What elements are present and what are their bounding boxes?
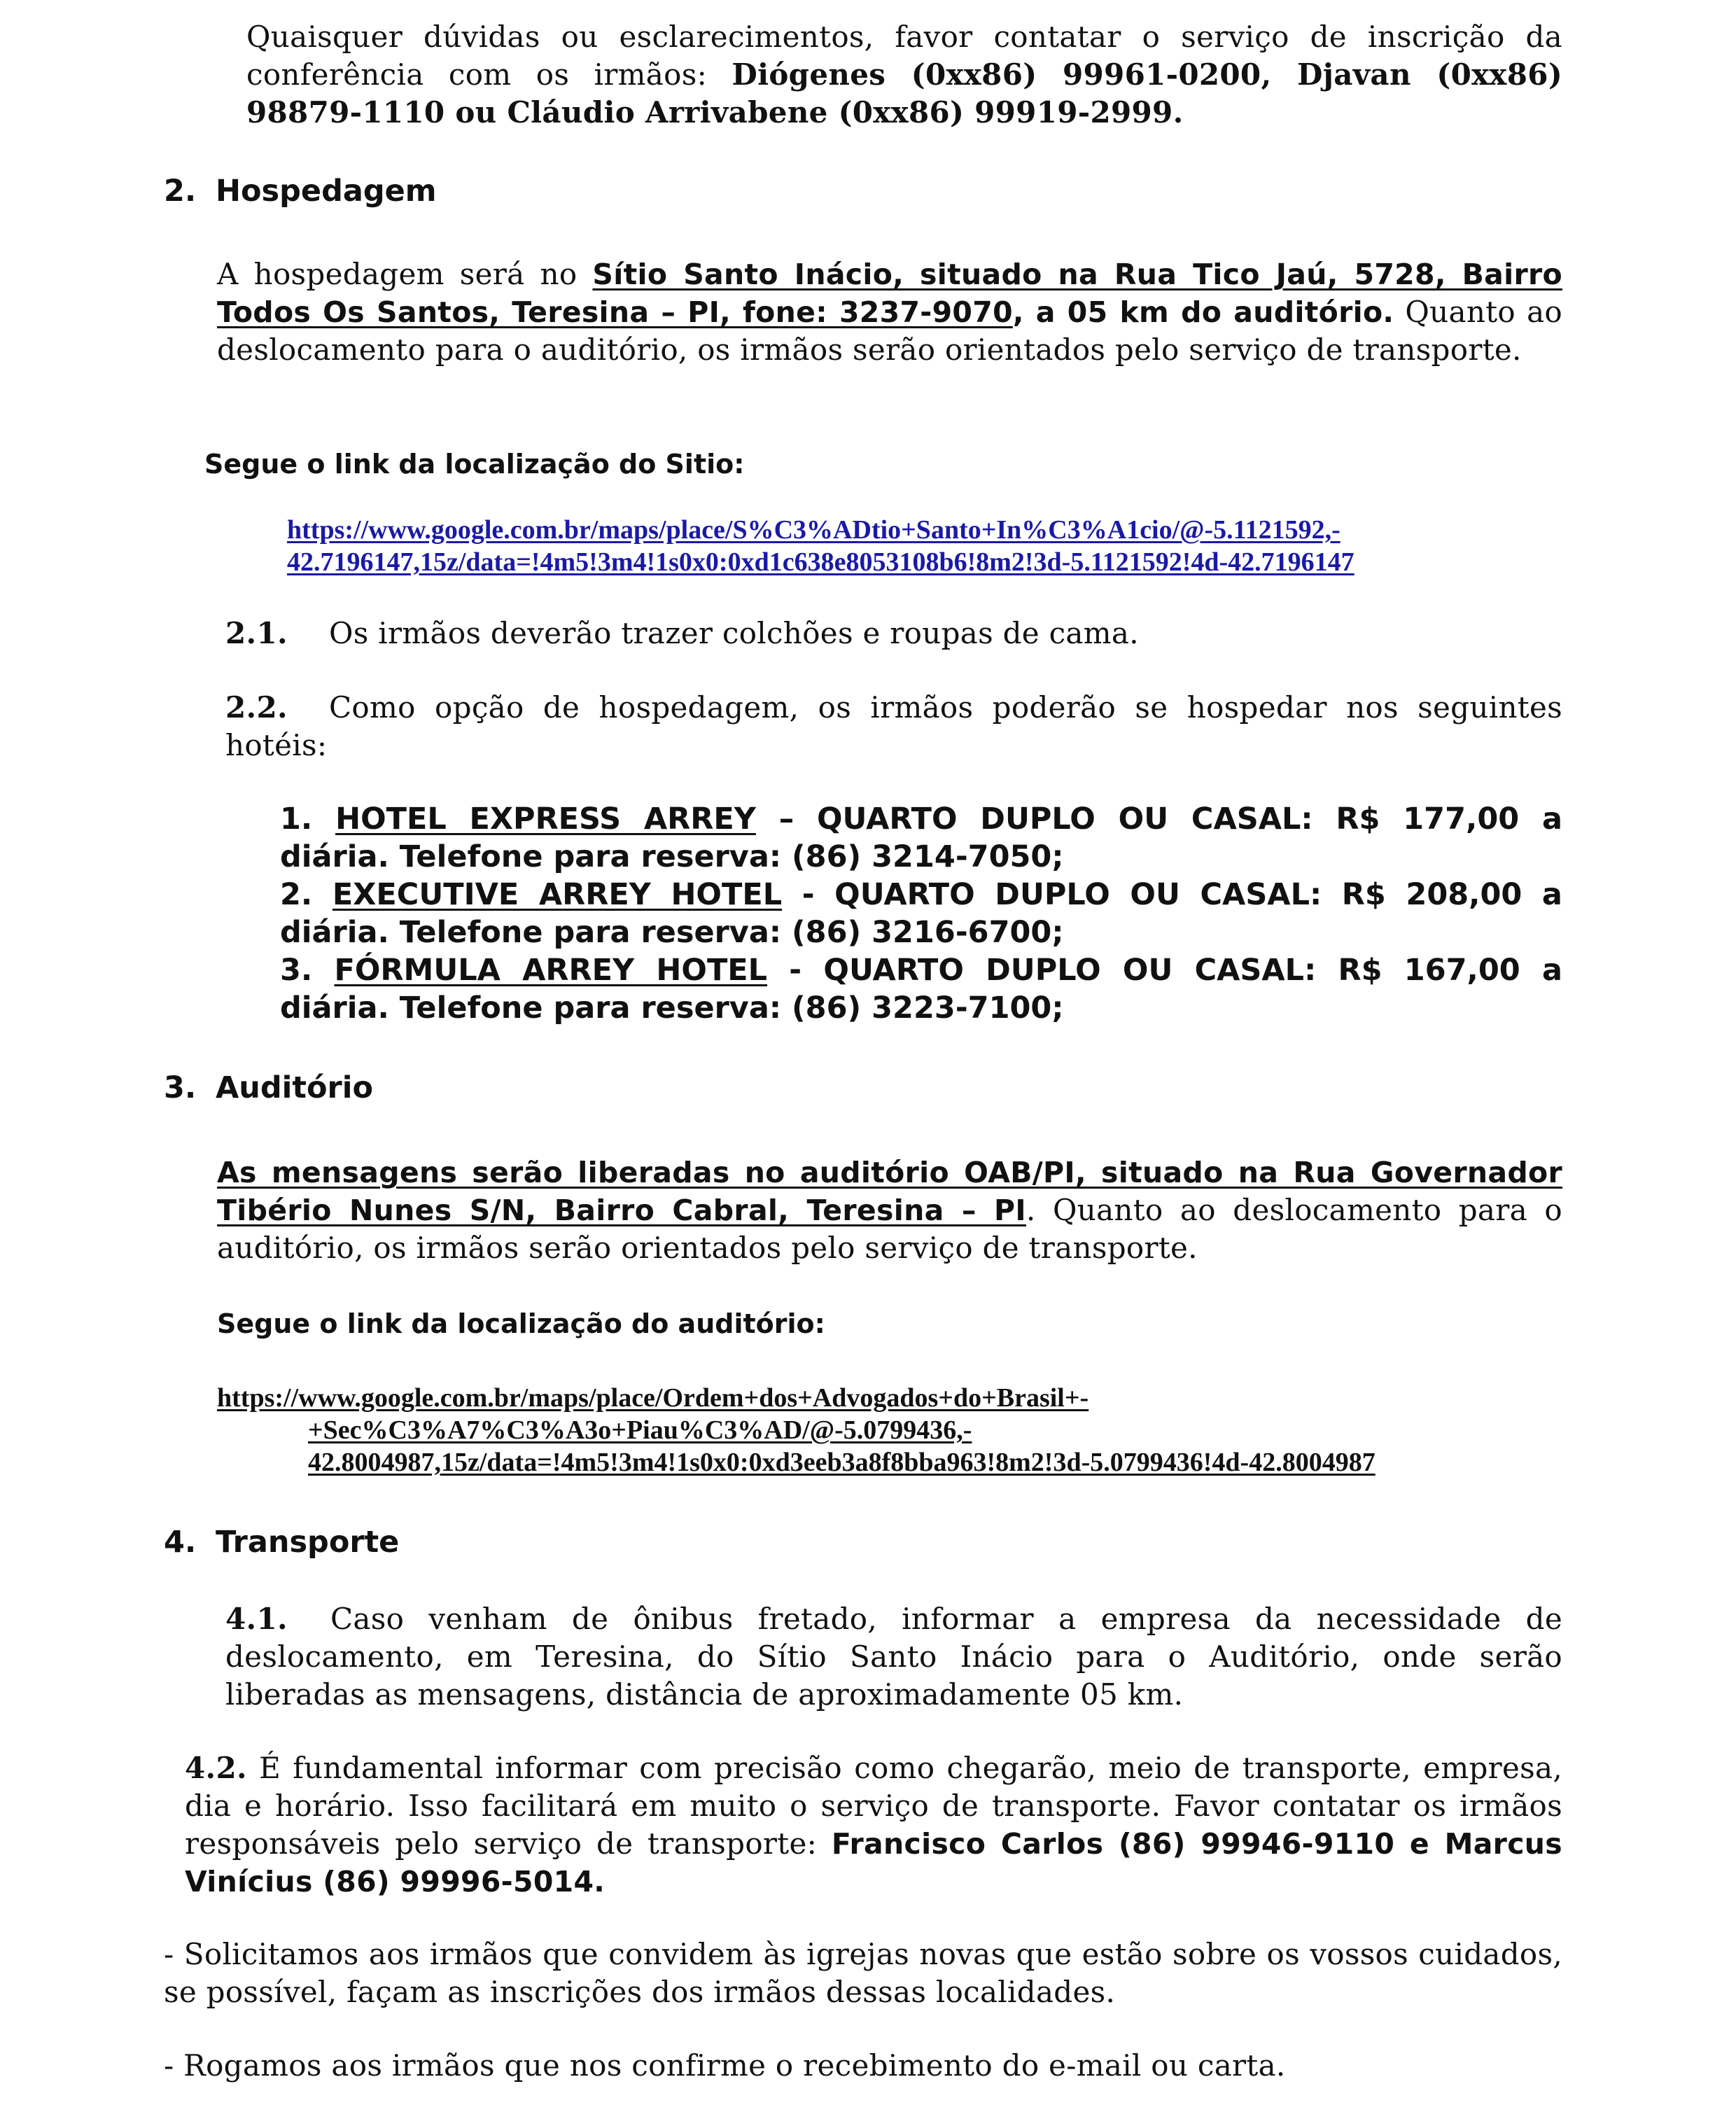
hotel-separator: – [778,802,794,837]
hotel-number: 2. [280,877,313,912]
hotel-separator: - [789,953,802,988]
hotel-phone: diária. Telefone para reserva: (86) 3214-7050; [280,839,1064,874]
auditorio-link-line-3[interactable]: 42.8004987,15z/data=!4m5!3m4!1s0x0:0xd3eeb3a8f8bba963!8m2!3d-5.0799436!4d-42.8004987 [308,1448,1376,1477]
item-4-1 [225,1600,1562,1714]
hotel-list [280,800,1562,1027]
item-number: 2.2. [225,690,288,725]
hotel-item [280,951,1562,1027]
item-text: Como opção de hospedagem, os irmãos poderão se hospedar nos seguintes hotéis: [225,690,1562,762]
hotel-rate: QUARTO DUPLO OU CASAL: R$ 177,00 a [817,802,1562,837]
hospedagem-para-end: Quanto ao deslocamento para o auditório, os irmãos serão orientados pelo serviço de transporte. [217,295,1562,367]
auditorio-address: As mensagens serão liberadas no auditório OAB/PI, situado na Rua Governador Tibério Nunes S/N, Bairro Cabral, Teresina – PI [217,1156,1562,1227]
intro-text: Quaisquer dúvidas ou esclarecimentos, favor contatar o serviço de inscrição da conferência com os irmãos: [246,20,1562,92]
sitio-link-label: Segue o link da localização do Sitio: [204,449,745,480]
sitio-link-line-1[interactable]: https://www.google.com.br/maps/place/S%C3%ADtio+Santo+In%C3%A1cio/@-5.1121592,- [287,515,1340,545]
auditorio-map-link[interactable] [217,1382,1376,1478]
hospedagem-para-start: A hospedagem será no [217,257,578,291]
hotel-rate: QUARTO DUPLO OU CASAL: R$ 167,00 a [823,953,1562,988]
hospedagem-distance: , a 05 km do auditório. [1012,295,1394,329]
sitio-map-link[interactable] [287,514,1354,578]
item-text: Caso venham de ônibus fretado, informar a empresa da necessidade de deslocamento, em Teresina, do Sítio Santo Inácio para o Auditório, onde serão liberadas as mensagens, distância de aproximadamente 05 km. [225,1602,1562,1712]
hotel-rate: QUARTO DUPLO OU CASAL: R$ 208,00 a [834,877,1562,912]
item-2-1 [225,615,1562,652]
auditorio-link-line-1[interactable]: https://www.google.com.br/maps/place/Ordem+dos+Advogados+do+Brasil+- [217,1383,1089,1413]
item-text: É fundamental informar com precisão como chegarão, meio de transporte, empresa, dia e horário. Isso facilitará em muito o serviço de transporte. Favor contatar os irmãos responsáveis pelo serviço de transporte: [185,1751,1563,1861]
item-2-2 [225,689,1562,764]
hotel-name: EXECUTIVE ARREY HOTEL [332,877,783,912]
closing-paragraph-2: - Rogamos aos irmãos que nos confirme o recebimento do e-mail ou carta. [164,2048,1286,2083]
item-text: Os irmãos deverão trazer colchões e roupas de cama. [329,616,1139,650]
hotel-name: FÓRMULA ARREY HOTEL [334,953,768,988]
auditorio-para-end: . Quanto ao deslocamento para o auditório, os irmãos serão orientados pelo serviço de transporte. [217,1193,1562,1265]
closing-paragraph-1: - Solicitamos aos irmãos que convidem às igrejas novas que estão sobre os vossos cuidados, se possível, façam as inscrições dos irmãos dessas localidades. [164,1937,1562,2009]
section-heading-hospedagem [164,172,437,210]
item-number: 4.1. [225,1602,288,1636]
section-title: Transporte [216,1525,400,1560]
auditorio-link-line-2[interactable]: +Sec%C3%A7%C3%A3o+Piau%C3%AD/@-5.0799436,- [308,1415,972,1445]
section-number: 3. [164,1070,197,1105]
sitio-link-line-2[interactable]: 42.7196147,15z/data=!4m5!3m4!1s0x0:0xd1c638e8053108b6!8m2!3d-5.1121592!4d-42.7196147 [287,547,1354,577]
section-heading-transporte [164,1523,399,1561]
auditorio-link-label: Segue o link da localização do auditório: [217,1308,825,1339]
intro-paragraph [246,18,1562,132]
section-number: 2. [164,174,197,209]
hospedagem-address: Sítio Santo Inácio, situado na Rua Tico Jaú, 5728, Bairro Todos Os Santos, Teresina – PI, fone: 3237-9070 [217,258,1562,329]
section-number: 4. [164,1525,197,1560]
section-title: Auditório [216,1070,373,1105]
hospedagem-paragraph [217,256,1562,369]
hotel-number: 1. [280,802,313,837]
auditorio-paragraph [217,1154,1562,1267]
item-number: 2.1. [225,616,288,650]
item-4-2 [185,1749,1562,1901]
item-number: 4.2. [185,1751,247,1785]
section-heading-auditorio [164,1069,373,1107]
intro-contacts: Diógenes (0xx86) 99961-0200, Djavan (0xx86) 98879-1110 ou Cláudio Arrivabene (0xx86) 99919-2999. [246,57,1562,130]
hotel-name: HOTEL EXPRESS ARREY [335,802,756,837]
hotel-number: 3. [280,953,313,988]
transport-contacts: Francisco Carlos (86) 99946-9110 e Marcus Vinícius (86) 99996-5014. [185,1827,1563,1898]
hotel-item [280,800,1562,876]
hotel-phone: diária. Telefone para reserva: (86) 3223-7100; [280,991,1064,1026]
hotel-separator: - [802,877,815,912]
section-title: Hospedagem [216,174,437,209]
hotel-item [280,876,1562,951]
hotel-phone: diária. Telefone para reserva: (86) 3216-6700; [280,915,1064,950]
